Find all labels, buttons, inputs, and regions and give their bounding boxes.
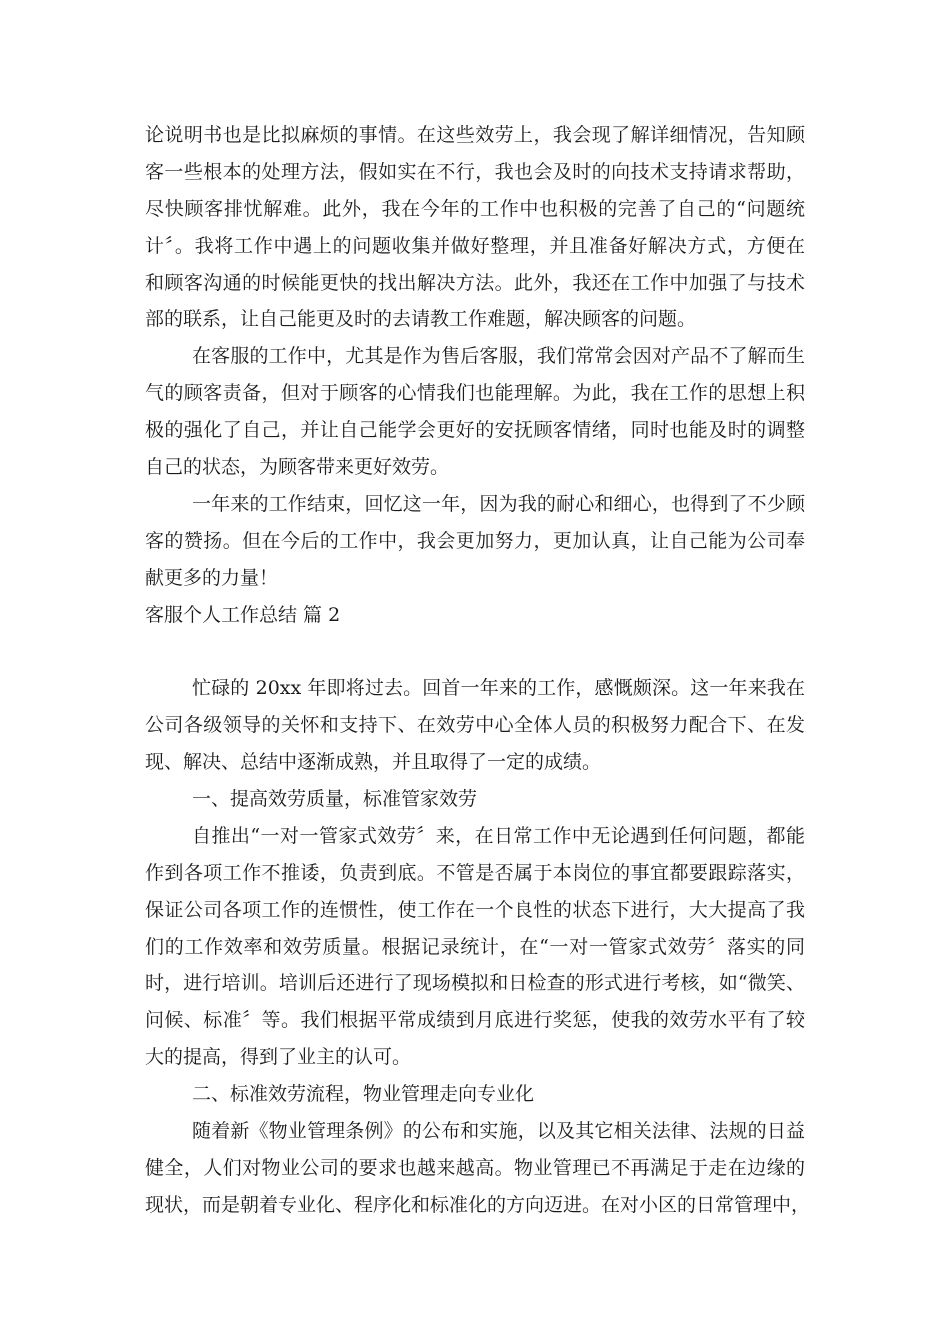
paragraph-line: 论说明书也是比拟麻烦的事情。在这些效劳上，我会现了解详细情况，告知顾 (145, 124, 805, 146)
paragraph-line: 作到各项工作不推诿，负责到底。不管是否属于本岗位的事宜都要跟踪落实， (145, 861, 805, 884)
subsection-heading: 二、标准效劳流程，物业管理走向专业化 (192, 1083, 535, 1106)
paragraph-line: 大的提高，得到了业主的认可。 (145, 1046, 412, 1069)
paragraph-line: 客的赞扬。但在今后的工作中，我会更加努力，更加认真，让自己能为公司奉 (145, 529, 805, 552)
paragraph-line: 和顾客沟通的时候能更快的找出解决方法。此外，我还在工作中加强了与技术 (145, 271, 805, 294)
paragraph-line: 保证公司各项工作的连惯性，使工作在一个良性的状态下进行，大大提高了我 (145, 898, 805, 921)
paragraph-line: 自推出“一对一管家式效劳〞来，在日常工作中无论遇到任何问题，都能 (192, 824, 805, 847)
section-heading: 客服个人工作总结 篇 2 (145, 603, 341, 626)
paragraph-line: 献更多的力量！ (145, 566, 279, 589)
paragraph-line: 在客服的工作中，尤其是作为售后客服，我们常常会因对产品不了解而生 (192, 345, 805, 368)
paragraph-line: 现状，而是朝着专业化、程序化和标准化的方向迈进。在对小区的日常管理中， (145, 1193, 811, 1216)
paragraph-line: 忙碌的 20xx 年即将过去。回首一年来的工作，感慨颇深。这一年来我在 (192, 677, 805, 700)
paragraph-line: 问候、标准〞等。我们根据平常成绩到月底进行奖惩，使我的效劳水平有了较 (145, 1009, 805, 1032)
paragraph-line: 时，进行培训。培训后还进行了现场模拟和日检查的形式进行考核，如“微笑、 (145, 972, 805, 995)
paragraph-line: 客一些根本的处理方法，假如实在不行，我也会及时的向技术支持请求帮助， (145, 160, 805, 183)
paragraph-line: 部的联系，让自己能更及时的去请教工作难题，解决顾客的问题。 (145, 308, 697, 331)
paragraph-line: 健全，人们对物业公司的要求也越来越高。物业管理已不再满足于走在边缘的 (145, 1156, 805, 1179)
paragraph-line: 气的顾客责备，但对于顾客的心情我们也能理解。为此，我在工作的思想上积 (145, 382, 805, 405)
paragraph-line: 极的强化了自己，并让自己能学会更好的安抚顾客情绪，同时也能及时的调整 (145, 419, 805, 442)
paragraph-line: 自己的状态，为顾客带来更好效劳。 (145, 456, 450, 479)
paragraph-line: 一年来的工作结束，回忆这一年，因为我的耐心和细心，也得到了不少顾 (192, 492, 805, 515)
paragraph-line: 计〞。我将工作中遇上的问题收集并做好整理，并且准备好解决方式，方便在 (145, 234, 805, 257)
paragraph-line: 现、解决、总结中逐渐成熟，并且取得了一定的成绩。 (145, 751, 602, 774)
paragraph-line: 们的工作效率和效劳质量。根据记录统计，在“一对一管家式效劳〞落实的同 (145, 935, 805, 958)
paragraph-line: 公司各级领导的关怀和支持下、在效劳中心全体人员的积极努力配合下、在发 (145, 714, 805, 737)
paragraph-line: 随着新《物业管理条例》的公布和实施，以及其它相关法律、法规的日益 (192, 1120, 805, 1143)
subsection-heading: 一、提高效劳质量，标准管家效劳 (192, 788, 478, 811)
document-body (145, 117, 811, 1224)
blank-line (145, 633, 805, 670)
paragraph-line: 尽快顾客排忧解难。此外，我在今年的工作中也积极的完善了自己的“问题统 (145, 197, 805, 220)
